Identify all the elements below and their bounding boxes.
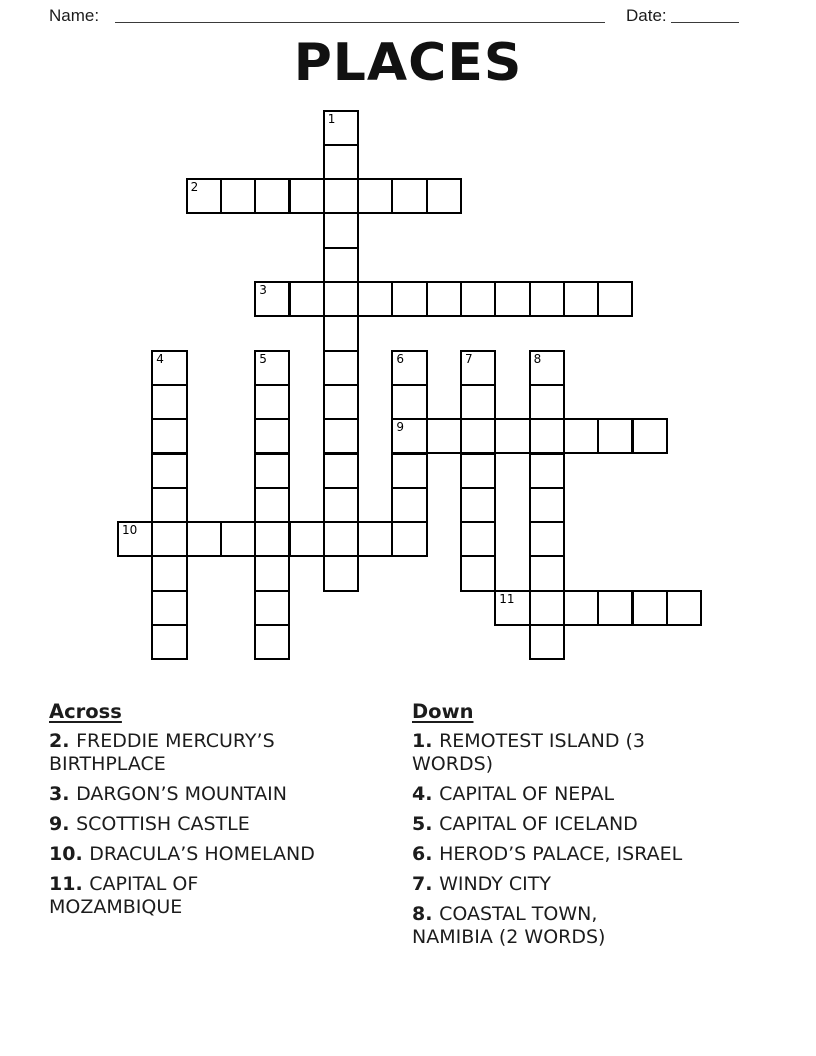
grid-cell[interactable] xyxy=(151,350,187,386)
clue-line: NAMIBIA (2 WORDS) xyxy=(412,926,606,948)
grid-cell[interactable] xyxy=(323,110,359,146)
grid-cell[interactable] xyxy=(563,281,599,317)
grid-cell[interactable] xyxy=(117,521,153,557)
grid-cell[interactable] xyxy=(254,281,290,317)
grid-cell[interactable] xyxy=(460,487,496,523)
grid-cell[interactable] xyxy=(254,521,290,557)
cell-number: 6 xyxy=(396,351,405,366)
down-heading: Down xyxy=(412,700,474,723)
clue-number: 8. xyxy=(412,903,440,925)
grid-cell[interactable] xyxy=(529,624,565,660)
grid-cell[interactable] xyxy=(391,418,427,454)
clue-across-10 xyxy=(49,843,369,866)
cell-number: 4 xyxy=(156,351,164,366)
grid-cell[interactable] xyxy=(254,453,290,489)
grid-cell[interactable] xyxy=(186,521,222,557)
grid-cell[interactable] xyxy=(357,521,393,557)
grid-cell[interactable] xyxy=(186,178,222,214)
grid-cell[interactable] xyxy=(254,487,290,523)
across-clue-list xyxy=(49,730,369,919)
grid-cell[interactable] xyxy=(460,281,496,317)
grid-cell[interactable] xyxy=(529,418,565,454)
clue-number: 3. xyxy=(49,783,77,805)
grid-cell[interactable] xyxy=(563,418,599,454)
grid-cell[interactable] xyxy=(391,453,427,489)
clue-number: 2. xyxy=(49,730,77,752)
clue-line: 1. REMOTEST ISLAND (3 xyxy=(412,730,646,752)
grid-cell[interactable] xyxy=(151,590,187,626)
grid-cell[interactable] xyxy=(460,418,496,454)
grid-cell[interactable] xyxy=(391,521,427,557)
clue-line: 2. FREDDIE MERCURY’S xyxy=(49,730,275,752)
page-title: PLACES xyxy=(293,33,523,93)
clue-line: 5. CAPITAL OF ICELAND xyxy=(412,813,638,835)
grid-cell[interactable] xyxy=(151,453,187,489)
grid-cell[interactable] xyxy=(151,384,187,420)
grid-cell[interactable] xyxy=(460,521,496,557)
clue-number: 11. xyxy=(49,873,90,895)
cell-number: 8 xyxy=(533,351,542,366)
grid-cell[interactable] xyxy=(460,384,496,420)
clue-number: 5. xyxy=(412,813,440,835)
grid-cell[interactable] xyxy=(460,350,496,386)
clue-down-7 xyxy=(412,873,792,896)
clue-line: 3. DARGON’S MOUNTAIN xyxy=(49,783,288,805)
grid-cell[interactable] xyxy=(597,281,633,317)
grid-cell[interactable] xyxy=(323,281,359,317)
grid-cell[interactable] xyxy=(323,350,359,386)
grid-cell[interactable] xyxy=(391,350,427,386)
clue-number: 9. xyxy=(49,813,77,835)
clue-line: 8. COASTAL TOWN, xyxy=(412,903,598,925)
grid-cell[interactable] xyxy=(391,384,427,420)
clue-number: 4. xyxy=(412,783,440,805)
clue-across-3 xyxy=(49,783,369,806)
grid-cell[interactable] xyxy=(426,281,462,317)
cell-number: 7 xyxy=(465,351,473,366)
grid-cell[interactable] xyxy=(323,212,359,248)
clue-line: BIRTHPLACE xyxy=(49,753,166,775)
grid-cell[interactable] xyxy=(323,521,359,557)
date-label: Date: xyxy=(626,6,667,25)
grid-cell[interactable] xyxy=(151,624,187,660)
grid-cell[interactable] xyxy=(323,315,359,351)
grid-cell[interactable] xyxy=(391,178,427,214)
grid-cell[interactable] xyxy=(391,281,427,317)
grid-cell[interactable] xyxy=(289,178,325,214)
clue-across-9 xyxy=(49,813,369,836)
grid-cell[interactable] xyxy=(529,281,565,317)
grid-cell[interactable] xyxy=(494,281,530,317)
clue-line: 6. HEROD’S PALACE, ISRAEL xyxy=(412,843,683,865)
grid-cell[interactable] xyxy=(529,555,565,591)
name-label: Name: xyxy=(49,6,100,25)
grid-cell[interactable] xyxy=(254,384,290,420)
grid-cell[interactable] xyxy=(323,555,359,591)
grid-cell[interactable] xyxy=(220,521,256,557)
grid-cell[interactable] xyxy=(494,590,530,626)
grid-cell[interactable] xyxy=(289,281,325,317)
grid-cell[interactable] xyxy=(666,590,702,626)
grid-cell[interactable] xyxy=(254,590,290,626)
grid-cell[interactable] xyxy=(151,521,187,557)
grid-cell[interactable] xyxy=(289,521,325,557)
cell-number: 1 xyxy=(327,111,336,126)
clue-line: WORDS) xyxy=(412,753,494,775)
grid-cell[interactable] xyxy=(529,487,565,523)
grid-cell[interactable] xyxy=(391,487,427,523)
clue-down-4 xyxy=(412,783,792,806)
grid-cell[interactable] xyxy=(426,418,462,454)
grid-cell[interactable] xyxy=(323,418,359,454)
clue-down-8 xyxy=(412,903,792,949)
clue-line: 7. WINDY CITY xyxy=(412,873,551,895)
clue-number: 6. xyxy=(412,843,440,865)
grid-cell[interactable] xyxy=(323,247,359,283)
grid-cell[interactable] xyxy=(323,144,359,180)
grid-cell[interactable] xyxy=(254,555,290,591)
grid-cell[interactable] xyxy=(254,624,290,660)
across-clues-section xyxy=(49,700,369,926)
across-heading: Across xyxy=(49,700,122,723)
clue-down-5 xyxy=(412,813,792,836)
clue-down-6 xyxy=(412,843,792,866)
grid-cell[interactable] xyxy=(529,350,565,386)
grid-cell[interactable] xyxy=(529,521,565,557)
cell-number: 3 xyxy=(259,283,267,297)
grid-cell[interactable] xyxy=(529,384,565,420)
down-clue-list xyxy=(412,730,792,949)
grid-cell[interactable] xyxy=(357,281,393,317)
clue-across-11 xyxy=(49,873,369,919)
grid-cell[interactable] xyxy=(323,178,359,214)
clue-across-2 xyxy=(49,730,369,776)
grid-cell[interactable] xyxy=(254,418,290,454)
grid-cell[interactable] xyxy=(597,590,633,626)
cell-number: 5 xyxy=(259,351,267,366)
grid-cell[interactable] xyxy=(151,487,187,523)
grid-cell[interactable] xyxy=(357,178,393,214)
grid-cell[interactable] xyxy=(254,178,290,214)
clue-line: 4. CAPITAL OF NEPAL xyxy=(412,783,615,805)
grid-cell[interactable] xyxy=(220,178,256,214)
cell-number: 10 xyxy=(122,523,138,538)
grid-cell[interactable] xyxy=(597,418,633,454)
clue-line: MOZAMBIQUE xyxy=(49,896,183,918)
grid-cell[interactable] xyxy=(323,487,359,523)
grid-cell[interactable] xyxy=(460,555,496,591)
clue-number: 1. xyxy=(412,730,440,752)
clue-line: 10. DRACULA’S HOMELAND xyxy=(49,843,315,865)
grid-cell[interactable] xyxy=(254,350,290,386)
grid-cell[interactable] xyxy=(563,590,599,626)
grid-cell[interactable] xyxy=(494,418,530,454)
grid-cell[interactable] xyxy=(323,384,359,420)
grid-cell[interactable] xyxy=(460,453,496,489)
grid-cell[interactable] xyxy=(632,418,668,454)
grid-cell[interactable] xyxy=(426,178,462,214)
clue-number: 10. xyxy=(49,843,90,865)
grid-cell[interactable] xyxy=(151,418,187,454)
grid-cell[interactable] xyxy=(632,590,668,626)
grid-cell[interactable] xyxy=(529,590,565,626)
grid-cell[interactable] xyxy=(323,453,359,489)
down-clues-section xyxy=(412,700,792,956)
clue-line: 11. CAPITAL OF xyxy=(49,873,199,895)
grid-cell[interactable] xyxy=(529,453,565,489)
cell-number: 9 xyxy=(396,420,405,435)
clue-line: 9. SCOTTISH CASTLE xyxy=(49,813,250,835)
clue-down-1 xyxy=(412,730,792,776)
grid-cell[interactable] xyxy=(151,555,187,591)
clue-number: 7. xyxy=(412,873,440,895)
cell-number: 11 xyxy=(499,591,515,606)
cell-number: 2 xyxy=(190,180,199,195)
